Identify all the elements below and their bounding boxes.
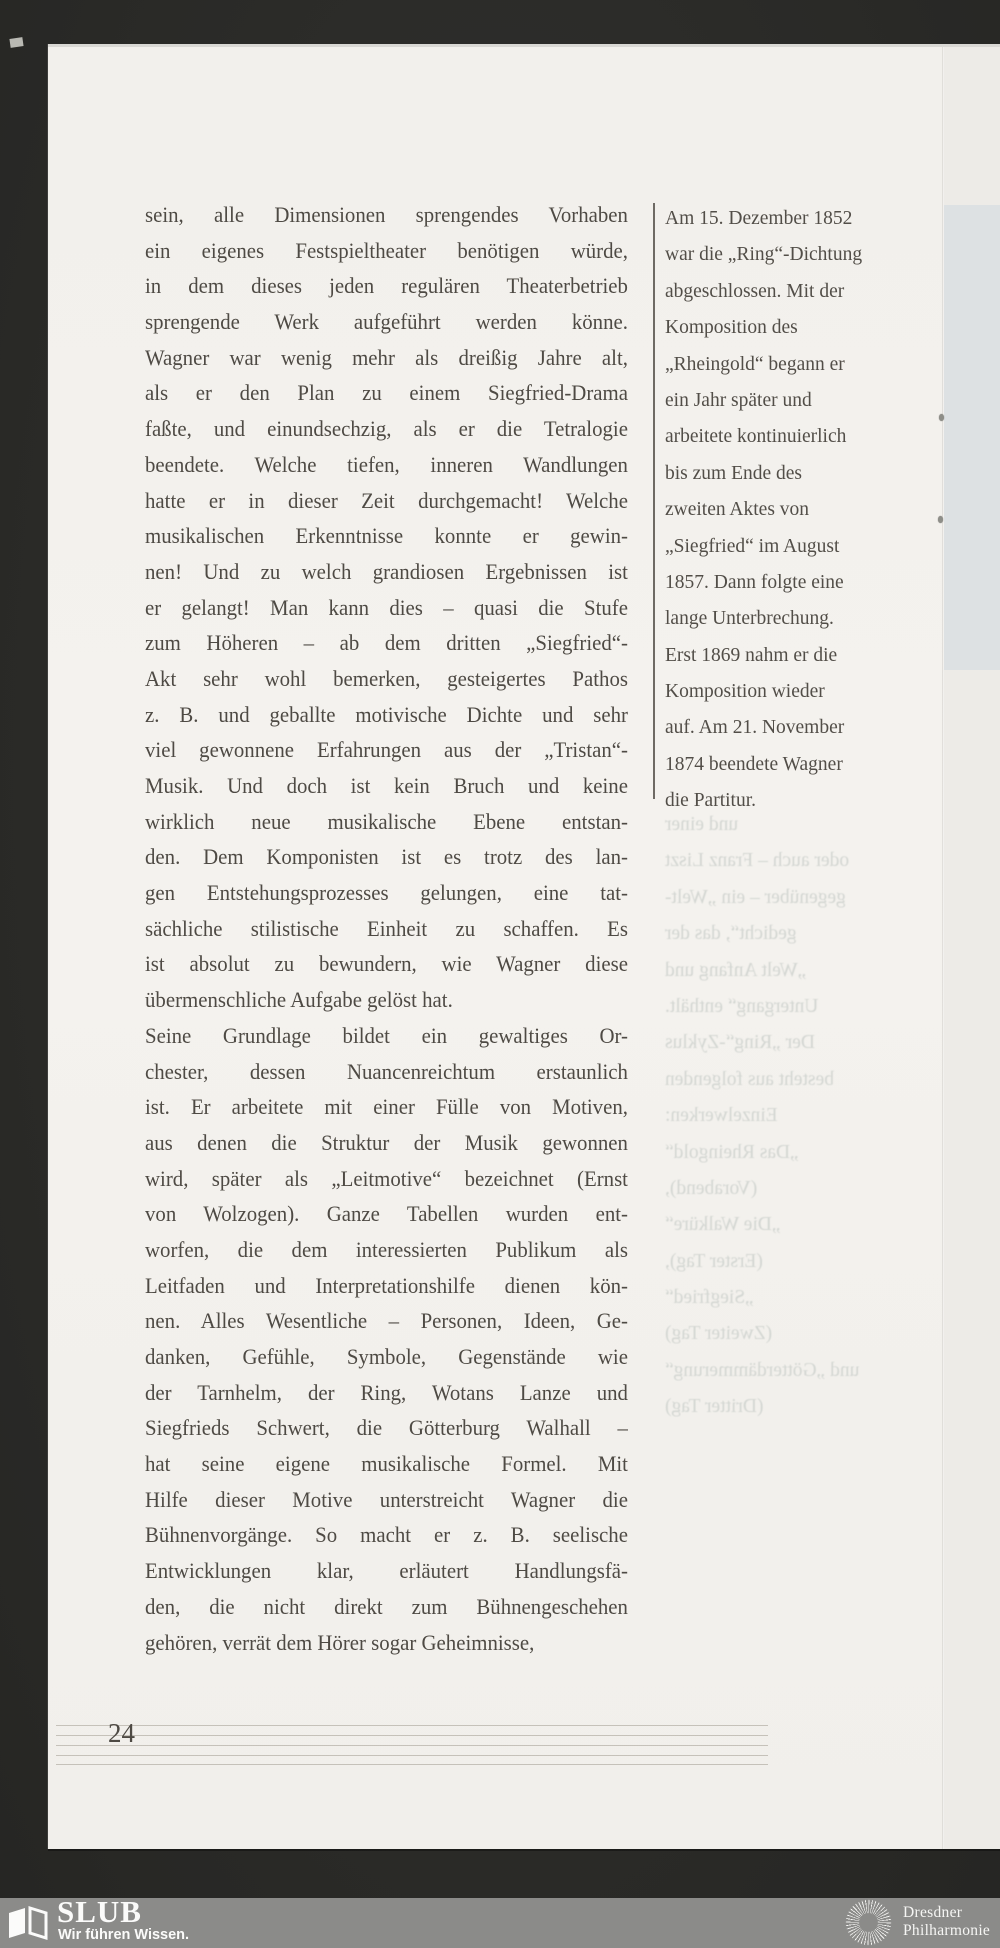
staple-mark (939, 414, 944, 421)
ghost-text-line: „Welt Anfang und (665, 959, 807, 981)
margin-note-line: bis zum Ende des (665, 462, 803, 484)
main-text-line: Leitfaden und Interpretationshilfe dienen kön- (145, 1272, 628, 1298)
main-text-line: den. Dem Komponisten ist es trotz des lan- (145, 844, 628, 870)
main-text-line: danken, Gefühle, Symbole, Gegenstände wie (145, 1344, 628, 1369)
margin-note-line: arbeitete kontinuierlich (665, 426, 847, 448)
scan-artifact-mark (9, 37, 23, 48)
main-text-line: wird, später als „Leitmotive“ bezeichnet (Ernst (145, 1165, 628, 1191)
ghost-text-line: oder auch – Franz Liszt (665, 850, 850, 872)
ghost-text-line: „Die Walküre“ (665, 1214, 781, 1236)
main-text-line: z. B. und geballte motivische Dichte und sehr (145, 701, 628, 727)
main-text-line: Seine Grundlage bildet ein gewaltiges Or- (145, 1022, 628, 1048)
slub-wordmark: SLUB (57, 1894, 142, 1929)
showthrough-ghost-column (665, 807, 905, 1426)
main-text-line: der Tarnhelm, der Ring, Wotans Lanze und (145, 1379, 628, 1405)
main-text-column (145, 197, 628, 1660)
ghost-text-line: und einer (665, 814, 739, 835)
margin-note-line: auf. Am 21. November (665, 717, 845, 739)
staff-rule-line (56, 1755, 768, 1756)
main-text-line: sprengende Werk aufgeführt werden könne. (145, 309, 628, 335)
main-text-line: hat seine eigene musikalische Formel. Mit (145, 1451, 628, 1477)
main-text-line: in dem dieses jeden regulären Theaterbetrieb (145, 273, 628, 299)
main-text-line: hatte er in dieser Zeit durchgemacht! Welche (145, 487, 628, 513)
staff-rule-line (56, 1764, 768, 1765)
main-text-line: als er den Plan zu einem Siegfried-Drama (145, 380, 628, 406)
main-text-line: musikalischen Erkenntnisse konnte er gewin- (145, 523, 628, 549)
margin-note-line: Komposition des (665, 317, 798, 339)
margin-note-line: „Rheingold“ begann er (665, 353, 845, 375)
page-number: 24 (108, 1718, 135, 1748)
margin-note-line: zweiten Aktes von (665, 499, 810, 521)
main-text-line: den, die nicht direkt zum Bühnengeschehen (145, 1593, 628, 1619)
margin-note-line: Komposition wieder (665, 681, 825, 703)
ghost-text-line: (Dritter Tag) (665, 1396, 764, 1418)
margin-note-line: Erst 1869 nahm er die (665, 644, 838, 666)
slub-tagline: Wir führen Wissen. (58, 1927, 190, 1943)
staff-rule-line (56, 1725, 768, 1726)
main-text-line: viel gewonnene Erfahrungen aus der „Tristan“- (145, 737, 628, 763)
main-text-line: nen! Und zu welch grandiosen Ergebnissen ist (145, 558, 628, 584)
philharmonie-starburst-icon (845, 1899, 892, 1946)
main-text-line: zum Höheren – ab dem dritten „Siegfried“- (145, 630, 628, 656)
staple-mark (938, 516, 943, 523)
margin-note-line: war die „Ring“-Dichtung (665, 244, 863, 266)
margin-note-column (665, 201, 905, 820)
staff-rule-line (56, 1745, 768, 1746)
main-text-line: sein, alle Dimensionen sprengendes Vorhaben (145, 202, 628, 227)
margin-note-line: ein Jahr später und (665, 389, 812, 411)
ghost-text-line: Untergang“ enthält. (665, 995, 819, 1017)
main-text-line: Akt sehr wohl bemerken, gesteigertes Pathos (145, 665, 628, 691)
main-text-line: Entwicklungen klar, erläutert Handlungsfä- (145, 1558, 628, 1584)
philharmonie-wordmark-line2: Philharmonie (903, 1921, 991, 1939)
ghost-text-line: Einzelwerken: (665, 1105, 778, 1127)
scanned-page (48, 44, 1000, 1849)
main-text-line: ein eigenes Festspieltheater benötigen würde, (145, 237, 628, 263)
main-text-line: sächliche stilistische Einheit zu schaffen. Es (145, 915, 628, 941)
margin-note-line: 1857. Dann folgte eine (665, 571, 844, 593)
margin-note-line: Am 15. Dezember 1852 (665, 208, 853, 229)
ghost-text-line: besteht aus folgenden (665, 1068, 834, 1090)
main-text-line: gen Entstehungsprozesses gelungen, eine tat- (145, 880, 628, 906)
main-text-line: faßte, und einundsechzig, als er die Tetralogie (145, 416, 628, 442)
main-text-line: gehören, verrät dem Hörer sogar Geheimnisse, (145, 1629, 535, 1655)
main-text-line: nen. Alles Wesentliche – Personen, Ideen, Ge- (145, 1308, 628, 1334)
staff-rule-line (56, 1735, 768, 1736)
main-text-line: übermenschliche Aufgabe gelöst hat. (145, 987, 453, 1013)
ghost-text-line: gedicht“, das der (665, 923, 797, 945)
margin-note-line: die Partitur. (665, 790, 756, 812)
margin-note-line: 1874 beendete Wagner (665, 753, 843, 775)
main-text-line: von Wolzogen). Ganze Tabellen wurden ent- (145, 1201, 628, 1227)
main-text-line: er gelangt! Man kann dies – quasi die Stufe (145, 594, 628, 620)
margin-note-line: „Siegfried“ im August (665, 535, 840, 557)
main-text-line: ist. Er arbeitete mit einer Fülle von Motiven, (145, 1094, 628, 1120)
ghost-text-line: gegenüber – ein „Welt- (665, 886, 846, 908)
main-text-line: Hilfe dieser Motive unterstreicht Wagner die (145, 1486, 628, 1512)
main-text-line: Siegfrieds Schwert, die Götterburg Walhall – (145, 1415, 628, 1441)
main-text-line: Musik. Und doch ist kein Bruch und keine (145, 773, 628, 798)
main-text-line: worfen, die dem interessierten Publikum als (145, 1236, 628, 1262)
page-fold-crease (942, 47, 944, 1849)
ghost-text-line: „Siegfried“ (665, 1287, 754, 1309)
margin-note-line: abgeschlossen. Mit der (665, 280, 845, 302)
philharmonie-wordmark (903, 1904, 990, 1939)
ghost-text-line: „Das Rheingold“ (665, 1141, 799, 1163)
ghost-text-line: (Zweiter Tag) (665, 1323, 773, 1345)
philharmonie-wordmark-line1: Dresdner (903, 1904, 963, 1921)
main-text-line: chester, dessen Nuancenreichtum erstaunlich (145, 1058, 628, 1084)
main-text-line: Wagner war wenig mehr als dreißig Jahre alt, (145, 344, 628, 370)
column-divider-rule (653, 203, 655, 799)
main-text-line: ist absolut zu bewundern, wie Wagner diese (145, 951, 628, 977)
margin-note-line: lange Unterbrechung. (665, 608, 834, 630)
ghost-text-line: (Vorabend), (665, 1177, 758, 1199)
main-text-line: aus denen die Struktur der Musik gewonnen (145, 1129, 628, 1155)
ghost-text-line: (Erster Tag), (665, 1250, 763, 1272)
main-text-line: wirklich neue musikalische Ebene entstan- (145, 808, 628, 834)
ghost-text-line: Der „Ring“-Zyklus (665, 1032, 816, 1054)
ghost-text-line: und „Götterdämmerung“ (665, 1359, 860, 1381)
main-text-line: beendete. Welche tiefen, inneren Wandlungen (145, 451, 628, 477)
slub-book-icon (8, 1905, 48, 1941)
main-text-line: Bühnenvorgänge. So macht er z. B. seelische (145, 1522, 628, 1548)
next-page-showthrough-band (944, 205, 1000, 670)
